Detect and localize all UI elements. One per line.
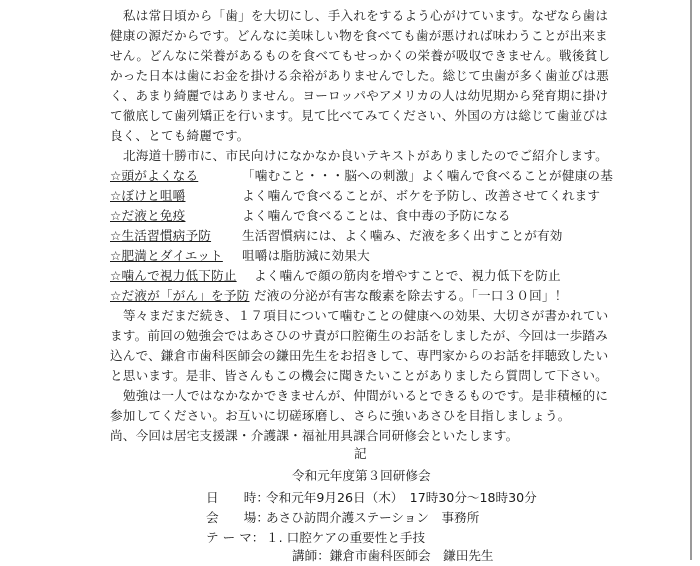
list-item-desc: 咀嚼は脂肪減に効果大 [242,248,370,263]
list-item-key: ☆噛んで視力低下防止 [110,268,237,283]
date-value: 令和元年9月26日（木） 17時30分～18時30分 [266,490,537,505]
list-item [110,266,615,286]
list-item [110,226,615,246]
venue-label: 会 場： [206,510,269,525]
theme-label: テ ー マ： [206,530,265,545]
notice-heading: 記 [354,446,367,461]
list-item-key: ☆頭がよくなる [110,168,199,183]
paragraph-text-intro: 北海道十勝市に、市民向けになかなか良いテキストがありましたのでご紹介します。 [123,148,608,163]
list-item-desc: 生活習慣病には、よく噛み、だ液を多く出すことが有効 [242,228,563,243]
benefit-list [110,166,615,306]
list-item-key: ☆肥満とダイエット [110,248,223,263]
list-item-key: ☆ぼけと咀嚼 [110,188,186,203]
theme-value: １. 口腔ケアの重要性と手技 [266,530,426,545]
paragraph-encouragement: 勉強は一人ではなかなかできませんが、仲間がいるとできるものです。是非積極的に参加してください。お互いに切磋琢磨し、さらに強いあさひを目指しましょう。 [110,388,609,423]
paragraph-intro: 私は常日頃から「歯」を大切にし、手入れをするよう心がけています。なぜなら歯は健康の源だからです。どんなに美味しい物を食べても歯が悪ければ味わうことが出来ません。どんなに栄養があるものを食べてもせっかくの栄養が吸収できません。戦後貧しかった日本は歯にお金を掛ける余裕がありませんでした。総じて虫歯が多く歯並びは悪く、あまり綺麗ではありません。ヨーロッパやアメリカの人は幼児期から発育期に掛けて徹底して歯列矯正を行います。見て比べてみてください、外国の方は総じて歯並びは良く、とても綺麗です。 [110,8,611,143]
list-item-key: ☆だ液と免疫 [110,208,186,223]
list-item-desc: よく噛んで食べることは、食中毒の予防になる [242,208,511,223]
list-item-desc: よく噛んで顔の筋肉を増やすことで、視力低下を防止 [254,268,561,283]
theme-row [206,528,425,548]
venue-value: あさひ訪問介護ステーション 事務所 [266,510,480,525]
paragraph-joint-session: 尚、今回は居宅支援課・介護課・福祉用具課合同研修会といたします。 [110,428,519,443]
list-item-desc: よく噛んで食べることが、ボケを予防し、改善させてくれます [242,188,601,203]
session-title: 令和元年度第３回研修会 [292,468,431,483]
lecturer-row: 講師：鎌倉市歯科医師会 鎌田先生 [292,548,494,563]
scan-edge-line [690,0,692,560]
date-row [206,488,537,508]
list-item-desc: 「噛むこと・・・脳への刺激」よく噛んで食べることが健康の基 [242,168,614,183]
venue-row [206,508,479,528]
list-item [110,206,615,226]
date-label: 日 時： [206,490,269,505]
list-item-key: ☆生活習慣病予防 [110,228,212,243]
paragraph-study-plan: 等々まだまだ続き、１７項目について噛むことの健康への効果、大切さが書かれています。前回の勉強会ではあさひのサ責が口腔衛生のお話をしましたが、今回は一歩踏み込んで、鎌倉市歯科医師会の鎌田先生をお招きして、専門家からのお話を拝聴致したいと思います。是非、皆さんもこの機会に聞きたいことがありましたら質問して下さい。 [110,308,609,383]
list-item [110,186,615,206]
list-item [110,166,615,186]
list-item [110,246,615,266]
list-item [110,286,615,306]
document-body [110,6,615,446]
list-item-desc: だ液の分泌が有害な酸素を除去する。「一口３０回」！ [254,288,568,303]
list-item-key: ☆だ液が「がん」を予防 [110,288,250,303]
